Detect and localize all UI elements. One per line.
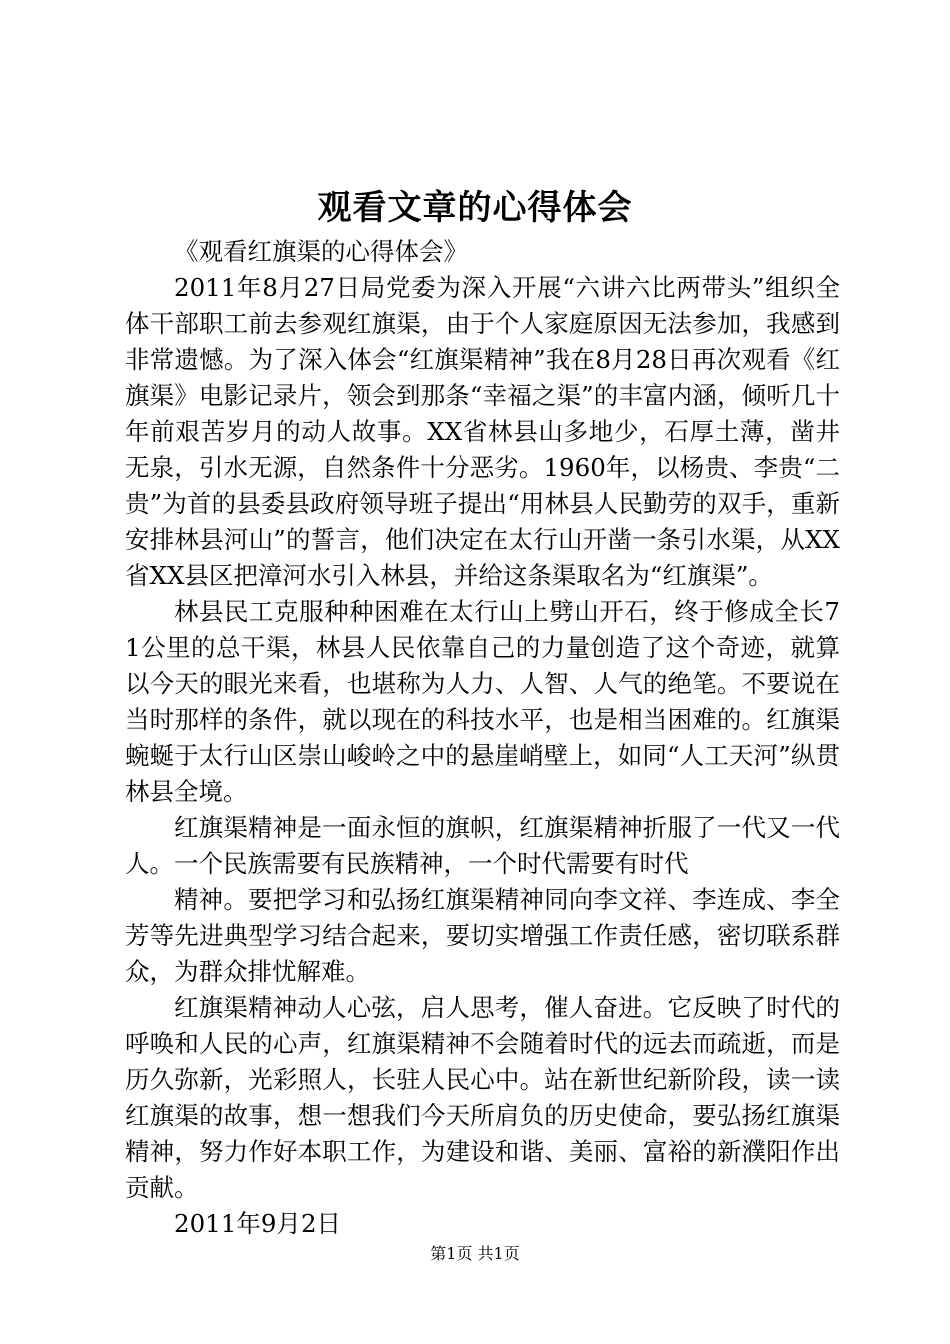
- paragraph: 红旗渠精神动人心弦，启人思考，催人奋进。它反映了时代的呼唤和人民的心声，红旗渠精神不会随着时代的远去而疏逝，而是历久弥新，光彩照人，长驻人民心中。站在新世纪新阶段，读一读红旗渠的故事，想一想我们今天所肩负的历史使命，要弘扬红旗渠精神，努力作好本职工作，为建设和谐、美丽、富裕的新濮阳作出贡献。: [125, 993, 840, 1202]
- paragraph: 红旗渠精神是一面永恒的旗帜，红旗渠精神折服了一代又一代人。一个民族需要有民族精神，一个时代需要有时代: [125, 813, 840, 878]
- document-date: 2011年9月2日: [174, 1209, 342, 1238]
- paragraph: 精神。要把学习和弘扬红旗渠精神同向李文祥、李连成、李全芳等先进典型学习结合起来，要切实增强工作责任感，密切联系群众，为群众排忧解难。: [125, 885, 840, 986]
- paragraph: 林县民工克服种种困难在太行山上劈山开石，终于修成全长71公里的总干渠，林县人民依靠自己的力量创造了这个奇迹，就算以今天的眼光来看，也堪称为人力、人智、人气的绝笔。不要说在当时那样的条件，就以现在的科技水平，也是相当困难的。红旗渠蜿蜒于太行山区崇山峻岭之中的悬崖峭壁上，如同“人工天河”纵贯林县全境。: [125, 597, 840, 806]
- document-subtitle: 《观看红旗渠的心得体会》: [174, 237, 468, 266]
- paragraph: 2011年8月27日局党委为深入开展“六讲六比两带头”组织全体干部职工前去参观红旗渠，由于个人家庭原因无法参加，我感到非常遗憾。为了深入体会“红旗渠精神”我在8月28日再次观看《红旗渠》电影记录片，领会到那条“幸福之渠”的丰富内涵，倾听几十年前艰苦岁月的动人故事。XX省林县山多地少，石厚土薄，凿井无泉，引水无源，自然条件十分恶劣。1960年，以杨贵、李贵“二贵”为首的县委县政府领导班子提出“用林县人民勤劳的双手，重新安排林县河山”的誓言，他们决定在太行山开凿一条引水渠，从XX省XX县区把漳河水引入林县，并给这条渠取名为“红旗渠”。: [125, 273, 840, 590]
- page-footer: 第1页 共1页: [430, 1244, 520, 1263]
- document-title: 观看文章的心得体会: [317, 188, 633, 228]
- document-body: [125, 234, 840, 1242]
